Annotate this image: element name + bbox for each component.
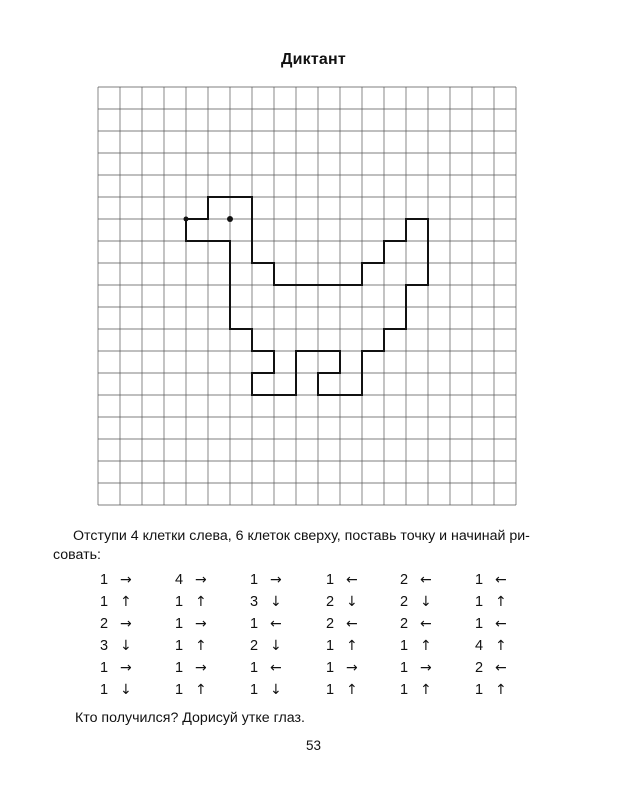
dictation-command — [100, 638, 132, 654]
dictation-command — [326, 682, 358, 698]
dictation-command — [475, 660, 507, 676]
command-count: 2 — [475, 660, 484, 676]
command-count: 3 — [250, 594, 259, 610]
dictation-command — [326, 572, 358, 588]
command-arrow-icon: ↓ — [420, 594, 432, 610]
command-arrow-icon: ↑ — [495, 638, 507, 654]
dictation-command — [100, 572, 132, 588]
command-arrow-icon: ↓ — [270, 638, 282, 654]
command-arrow-icon: → — [120, 660, 132, 676]
dictation-command — [475, 682, 507, 698]
command-arrow-icon: ↑ — [195, 638, 207, 654]
instruction-text: Отступи 4 клетки слева, 6 клеток сверху, поставь точку и начинай ри-совать: — [53, 528, 530, 563]
dictation-command — [250, 682, 282, 698]
command-count: 1 — [175, 682, 184, 698]
command-arrow-icon: ↑ — [420, 682, 432, 698]
command-arrow-icon: ← — [346, 572, 358, 588]
command-count: 1 — [326, 572, 335, 588]
command-arrow-icon: ↓ — [346, 594, 358, 610]
dictation-command — [400, 682, 432, 698]
command-arrow-icon: ← — [495, 572, 507, 588]
command-count: 1 — [326, 660, 335, 676]
dictation-command — [400, 572, 432, 588]
command-arrow-icon: → — [346, 660, 358, 676]
command-arrow-icon: ↑ — [195, 594, 207, 610]
command-count: 1 — [326, 638, 335, 654]
dictation-command — [250, 660, 282, 676]
command-arrow-icon: ← — [270, 616, 282, 632]
dictation-command — [250, 594, 282, 610]
command-count: 1 — [250, 682, 259, 698]
command-arrow-icon: → — [195, 616, 207, 632]
command-count: 1 — [400, 682, 409, 698]
command-arrow-icon: ↓ — [270, 682, 282, 698]
dictation-command — [100, 660, 132, 676]
dictation-command — [175, 594, 207, 610]
dictation-command — [175, 660, 207, 676]
command-arrow-icon: ↑ — [195, 682, 207, 698]
command-arrow-icon: → — [195, 572, 207, 588]
command-count: 1 — [475, 594, 484, 610]
command-arrow-icon: ← — [420, 616, 432, 632]
command-count: 1 — [100, 594, 109, 610]
dictation-command — [400, 638, 432, 654]
command-arrow-icon: ↑ — [120, 594, 132, 610]
command-count: 1 — [250, 660, 259, 676]
page-number: 53 — [305, 738, 322, 753]
command-arrow-icon: ↑ — [495, 682, 507, 698]
dictation-command — [326, 594, 358, 610]
dictation-command — [100, 616, 132, 632]
dictation-command — [175, 616, 207, 632]
command-arrow-icon: ← — [420, 572, 432, 588]
dictation-command — [400, 594, 432, 610]
dictation-command — [175, 572, 207, 588]
command-count: 1 — [175, 638, 184, 654]
command-arrow-icon: ↑ — [346, 638, 358, 654]
command-arrow-icon: ← — [495, 616, 507, 632]
dictation-command — [175, 638, 207, 654]
command-count: 2 — [400, 616, 409, 632]
command-count: 1 — [175, 594, 184, 610]
dictation-command — [100, 682, 132, 698]
command-count: 1 — [175, 616, 184, 632]
command-arrow-icon: → — [120, 616, 132, 632]
question-text: Кто получился? Дорисуй утке глаз. — [75, 710, 305, 726]
command-count: 3 — [100, 638, 109, 654]
dictation-command — [326, 638, 358, 654]
command-count: 1 — [475, 572, 484, 588]
command-arrow-icon: ↑ — [495, 594, 507, 610]
command-arrow-icon: ↓ — [270, 594, 282, 610]
dictation-command — [326, 660, 358, 676]
command-arrow-icon: ↓ — [120, 638, 132, 654]
command-count: 1 — [100, 660, 109, 676]
dictation-command — [250, 638, 282, 654]
command-arrow-icon: ↑ — [346, 682, 358, 698]
command-arrow-icon: → — [270, 572, 282, 588]
command-count: 1 — [250, 572, 259, 588]
command-arrow-icon: → — [120, 572, 132, 588]
command-count: 1 — [400, 660, 409, 676]
dictation-command — [400, 660, 432, 676]
dictation-command — [475, 594, 507, 610]
command-count: 1 — [100, 682, 109, 698]
command-count: 1 — [475, 616, 484, 632]
command-count: 2 — [400, 594, 409, 610]
command-count: 1 — [400, 638, 409, 654]
command-count: 1 — [175, 660, 184, 676]
command-arrow-icon: ↓ — [120, 682, 132, 698]
command-count: 2 — [400, 572, 409, 588]
dictation-command — [475, 638, 507, 654]
command-arrow-icon: ← — [346, 616, 358, 632]
dictation-command — [400, 616, 432, 632]
command-arrow-icon: → — [420, 660, 432, 676]
dictation-command — [175, 682, 207, 698]
command-arrow-icon: ← — [495, 660, 507, 676]
command-arrow-icon: ← — [270, 660, 282, 676]
command-count: 4 — [175, 572, 184, 588]
command-count: 1 — [250, 616, 259, 632]
dictation-command — [326, 616, 358, 632]
dictation-command — [100, 594, 132, 610]
command-count: 2 — [326, 594, 335, 610]
dictation-command — [250, 616, 282, 632]
dictation-command — [250, 572, 282, 588]
command-count: 2 — [100, 616, 109, 632]
command-arrow-icon: ↑ — [420, 638, 432, 654]
dictation-command — [475, 572, 507, 588]
command-count: 2 — [250, 638, 259, 654]
page-title: Диктант — [281, 51, 346, 68]
command-count: 1 — [326, 682, 335, 698]
command-count: 1 — [100, 572, 109, 588]
command-arrow-icon: → — [195, 660, 207, 676]
command-count: 2 — [326, 616, 335, 632]
dictation-command — [475, 616, 507, 632]
command-count: 1 — [475, 682, 484, 698]
command-count: 4 — [475, 638, 484, 654]
